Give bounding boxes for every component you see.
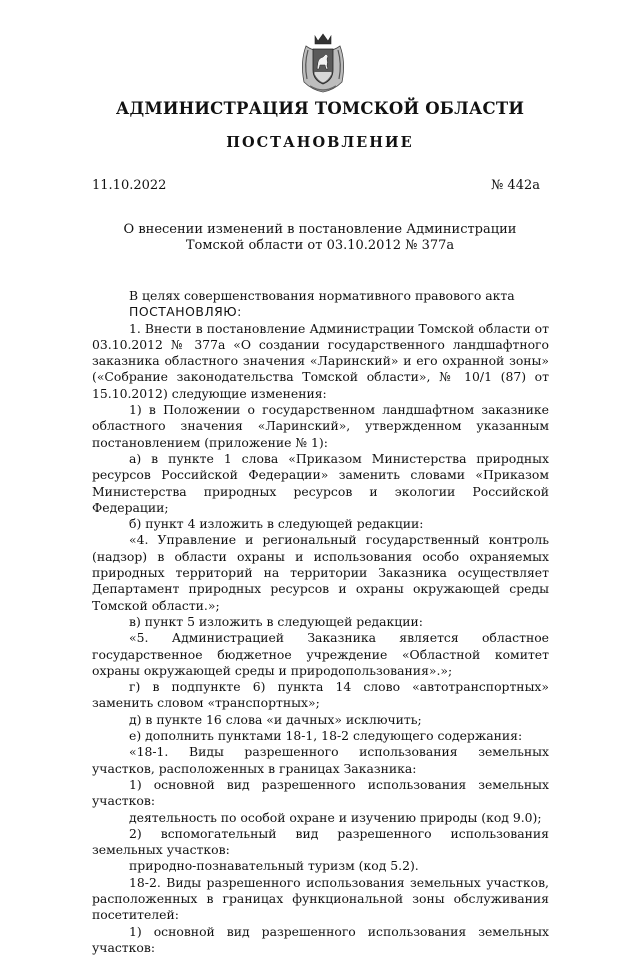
body-paragraph: «18-1. Виды разрешенного использования земельных участков, расположенных в границах Заказника: [92, 744, 549, 776]
body-paragraph: «5. Администрацией Заказника является областное государственное бюджетное учреждение «Областной комитет охраны окружающей среды и природопользования».»; [92, 630, 549, 678]
body-paragraph: 1. Внести в постановление Администрации Томской области от 03.10.2012 № 377а «О создании государственного ландшафтного заказника областного значения «Ларинский» и его охранной зоны» («Собрание законодательства Томской области», № 10/1 (87) от 15.10.2012) следующие изменения: [92, 320, 549, 401]
body-paragraph: 2) вспомогательный вид разрешенного использования земельных участков: [92, 825, 549, 858]
decree-word: ПОСТАНОВЛЯЮ: [129, 304, 242, 320]
body-paragraph: 1) основной вид разрешенного использования земельных участков: [92, 923, 549, 955]
body-paragraph: г) в подпункте 6) пункта 14 слово «автотранспортных» заменить словом «транспортных»; [92, 679, 549, 711]
body-paragraph: природно-познавательный туризм (код 5.2). [129, 858, 419, 874]
body-paragraph: «4. Управление и региональный государственный контроль (надзор) в области охраны и использования особо охраняемых природных территорий на территории Заказника осуществляет Департамент природных ресурсов и охраны окружающей среды Томской области.»; [92, 532, 549, 613]
document-type-heading: ПОСТАНОВЛЕНИЕ [226, 134, 414, 151]
document-subject [0, 222, 640, 254]
subject-line: Томской области от 03.10.2012 № 377а [185, 238, 455, 253]
body-paragraph: 18-2. Виды разрешенного использования земельных участков, расположенных в границах функциональной зоны обслуживания посетителей: [92, 874, 549, 923]
document-body [92, 288, 549, 956]
body-paragraph: е) дополнить пунктами 18-1, 18-2 следующего содержания: [129, 728, 523, 744]
subject-line: О внесении изменений в постановление Администрации [123, 222, 517, 237]
body-paragraph: 1) в Положении о государственном ландшафтном заказнике областного значения «Ларинский», утвержденном указанным постановлением (приложение № 1): [92, 402, 549, 450]
body-paragraph: а) в пункте 1 слова «Приказом Министерства природных ресурсов Российской Федерации» заменить словами «Приказом Министерства природных ресурсов и экологии Российской Федерации; [92, 450, 549, 515]
document-date: 11.10.2022 [92, 178, 167, 193]
organization-title: АДМИНИСТРАЦИЯ ТОМСКОЙ ОБЛАСТИ [115, 99, 525, 118]
body-paragraph: 1) основной вид разрешенного использования земельных участков: [92, 776, 549, 809]
body-paragraph: д) в пункте 16 слова «и дачных» исключить; [129, 711, 422, 727]
document-number: № 442а [491, 178, 540, 193]
body-paragraph: деятельность по особой охране и изучению природы (код 9.0); [129, 809, 542, 825]
coat-of-arms-icon [298, 32, 348, 94]
body-paragraph: в) пункт 5 изложить в следующей редакции: [129, 613, 423, 629]
body-paragraph: б) пункт 4 изложить в следующей редакции: [129, 516, 424, 532]
body-paragraph: В целях совершенствования нормативного правового акта [129, 288, 515, 303]
